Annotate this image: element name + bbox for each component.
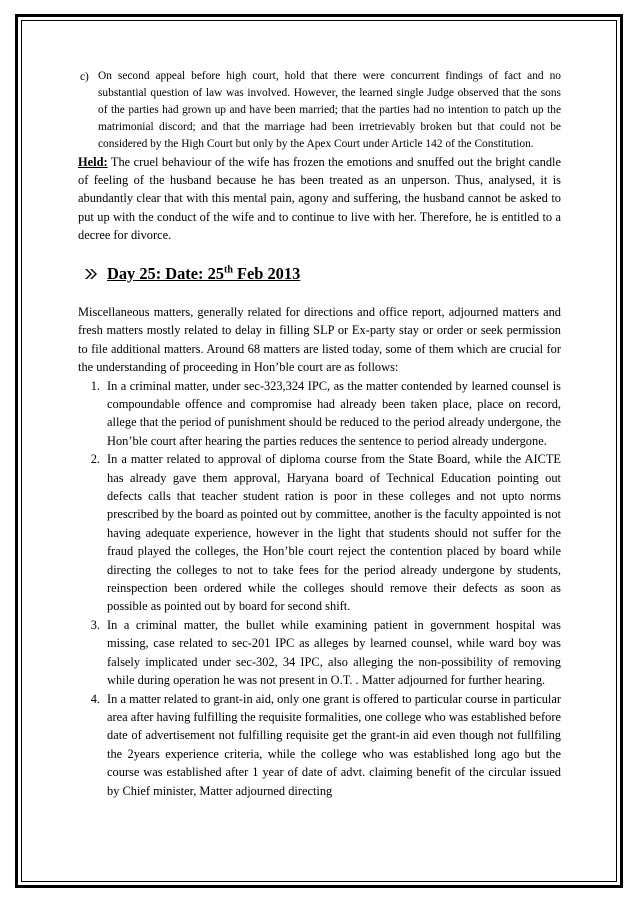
list-item [78,450,561,616]
double-chevron-right-icon [84,268,98,280]
list-item-text: In a criminal matter, under sec-323,324 IPC, as the matter contended by learned counsel is compoundable offence and compromise had already been taken place, place on record, allege that the period of punishment should be reduced to the period already undergone, the Hon’ble court after hearing the parties reduces the sentence to period already undergone. [107,378,561,448]
list-item-c [78,68,561,153]
document-content [78,68,561,800]
intro-paragraph: Miscellaneous matters, generally related for directions and office report, adjourned matters and fresh matters mostly related to delay in filling SLP or Ex-party stay or order or seek permission to file additional matters. Around 68 matters are listed today, some of them which are crucial for the understanding of proceeding in Hon’ble court are as follows: [78,304,561,375]
list-item [78,616,561,690]
day-heading-prefix: Day 25: Date: 25 [107,263,224,283]
list-number: 1. [90,378,100,393]
matters-list [78,377,561,800]
list-marker: c) [80,71,89,83]
day-heading [78,265,561,283]
day-heading-title [107,265,300,283]
list-item-text: In a matter related to grant-in aid, only one grant is offered to particular course in particular area after having fulfilling the requisite formalities, one college who was established before date of advertisement not fulfilling requisite get the grant-in aid even though not fullfiling the 2years experience criteria, while the college who was established long ago but the course was established after 1 year of date of advt. claiming benefit of the circular issued by Chief minister, Matter adjourned directing [107,691,561,798]
list-item-text: In a matter related to approval of diploma course from the State Board, while the AICTE has already gave them approval, Haryana board of Technical Education pointing out defects calls that teacher student ration is poor in these colleges and not upto norms prescribed by the board as pointed out by committee, another is the faculty appointed is not having adequate experience, however in the light that students should not suffer for the fraud played the colleges, the Hon’ble court reject the contention placed by board while directing the colleges to not to take fees for the period already undergone by students, reinspection been ordered while the colleges should remove their defects as soon as possible as pointed out by board for second shift. [107,452,561,614]
list-item [78,690,561,800]
list-number: 2. [90,452,100,467]
held-label: Held: [78,154,108,169]
day-heading-suffix: Feb 2013 [232,263,301,283]
list-number: 3. [90,617,100,632]
held-text: The cruel behaviour of the wife has frozen the emotions and snuffed out the bright candle of feeling of the husband because he has been treated as an unperson. Thus, analysed, it is abundantly clear that with this mental pain, agony and suffering, the husband cannot be asked to put up with the conduct of the wife and to continue to live with her. Therefore, he is entitled to a decree for divorce. [78,154,561,243]
day-heading-superscript: th [223,264,233,276]
list-number: 4. [90,691,100,706]
held-paragraph [78,153,561,245]
list-item-text: In a criminal matter, the bullet while examining patient in government hospital was missing, case related to sec-201 IPC as alleges by learned counsel, while ward boy was falsely implicated under sec-302, 34 IPC, also alleging the non-possibility of removing while during operation he was not present in O.T. . Matter adjourned for further hearing. [107,617,561,688]
list-item-text: On second appeal before high court, hold that there were concurrent findings of fact and no substantial question of law was involved. However, the learned single Judge observed that the sons of the parties had grown up and have been married; that the parties had no intention to patch up the matrimonial discord; and that the marriage had been irretrievably broken but that could not be considered by the High Court but only by the Apex Court under Article 142 of the Constitution. [98,70,561,150]
list-item [78,377,561,451]
